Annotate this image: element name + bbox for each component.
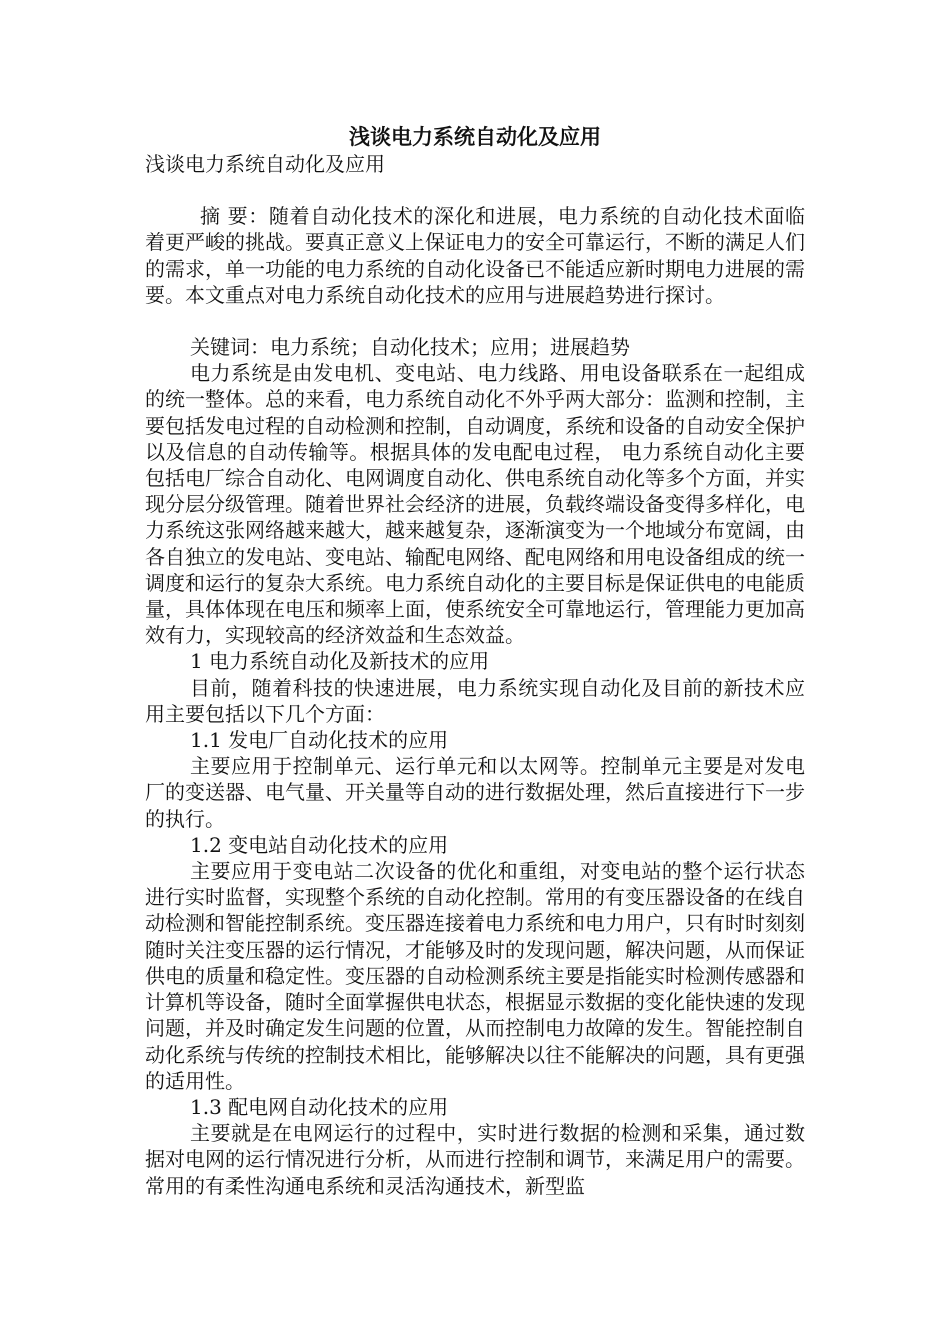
body-paragraph: 主要应用于变电站二次设备的优化和重组，对变电站的整个运行状态进行实时监督，实现整个系统的自动化控制。常用的有变压器设备的在线自动检测和智能控制系统。变压器连接着电力系统和电力用户，只有时时刻刻随时关注变压器的运行情况，才能够及时的发现问题，解决问题，从而保证供电的质量和稳定性。变压器的自动检测系统主要是指能实时检测传感器和计算机等设备，随时全面掌握供电状态，根据显示数据的变化能快速的发现问题，并及时确定发生问题的位置，从而控制电力故障的发生。智能控制自动化系统与传统的控制技术相比，能够解决以往不能解决的问题，具有更强的适用性。 <box>145 859 805 1093</box>
body-paragraph: 电力系统是由发电机、变电站、电力线路、用电设备联系在一起组成的统一整体。总的来看，电力系统自动化不外乎两大部分：监测和控制，主要包括发电过程的自动检测和控制，自动调度，系统和设备的自动安全保护以及信息的自动传输等。根据具体的发电配电过程， 电力系统自动化主要包括电厂综合自动化、电网调度自动化、供电系统自动化等多个方面，并实现分层分级管理。随着世界社会经济的进展，负载终端设备变得多样化，电力系统这张网络越来越大，越来越复杂，逐渐演变为一个地域分布宽阔，由各自独立的发电站、变电站、输配电网络、配电网络和用电设备组成的统一调度和运行的复杂大系统。电力系统自动化的主要目标是保证供电的电能质量，具体体现在电压和频率上面，使系统安全可靠地运行，管理能力更加高效有力，实现较高的经济效益和生态效益。 <box>145 361 805 648</box>
blank-line <box>145 308 805 334</box>
document-body <box>145 151 805 1199</box>
document-title: 浅谈电力系统自动化及应用 <box>349 125 601 149</box>
subsection-heading: 1.2 变电站自动化技术的应用 <box>190 832 449 857</box>
document-subtitle: 浅谈电力系统自动化及应用 <box>145 152 385 176</box>
body-paragraph: 主要就是在电网运行的过程中，实时进行数据的检测和采集，通过数据对电网的运行情况进行分析，从而进行控制和调节，来满足用户的需要。常用的有柔性沟通电系统和灵活沟通技术，新型监 <box>145 1121 805 1198</box>
section-heading: 1 电力系统自动化及新技术的应用 <box>190 649 490 674</box>
subsection-heading: 1.1 发电厂自动化技术的应用 <box>190 728 449 753</box>
body-paragraph: 目前，随着科技的快速进展，电力系统实现自动化及目前的新技术应用主要包括以下几个方面： <box>145 675 805 726</box>
subsection-heading: 1.3 配电网自动化技术的应用 <box>190 1094 449 1119</box>
keywords-line: 关键词：电力系统；自动化技术；应用；进展趋势 <box>190 335 630 360</box>
body-paragraph: 主要应用于控制单元、运行单元和以太网等。控制单元主要是对发电厂的变送器、电气量、开关量等自动的进行数据处理，然后直接进行下一步的执行。 <box>145 754 805 831</box>
abstract-paragraph: 摘 要：随着自动化技术的深化和进展，电力系统的自动化技术面临着更严峻的挑战。要真正意义上保证电力的安全可靠运行，不断的满足人们的需求，单一功能的电力系统的自动化设备已不能适应新时期电力进展的需要。本文重点对电力系统自动化技术的应用与进展趋势进行探讨。 <box>145 204 805 307</box>
blank-line <box>145 177 805 203</box>
